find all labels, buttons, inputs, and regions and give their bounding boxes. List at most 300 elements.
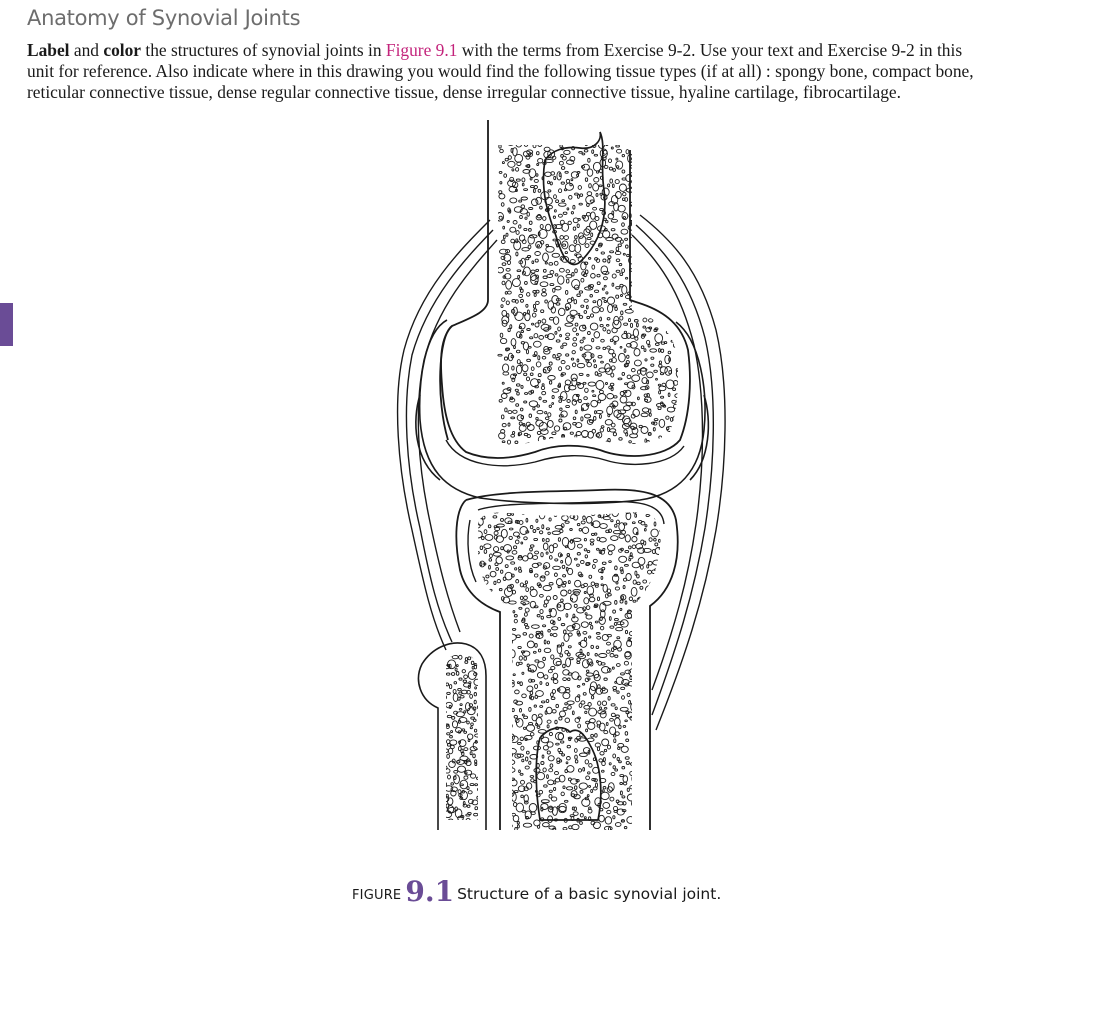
- trabecula-mark: [578, 724, 581, 728]
- trabecula-mark: [495, 563, 498, 566]
- trabecula-mark: [648, 570, 652, 574]
- trabecula-mark: [665, 440, 672, 444]
- trabecula-mark: [534, 294, 536, 297]
- trabecula-mark: [615, 566, 618, 570]
- trabecula-mark: [590, 221, 597, 229]
- trabecula-mark: [596, 410, 603, 413]
- trabecula-mark: [454, 682, 457, 684]
- trabecula-mark: [615, 524, 617, 527]
- trabecula-mark: [565, 252, 567, 254]
- trabecula-mark: [593, 559, 597, 562]
- trabecula-mark: [650, 231, 654, 235]
- trabecula-mark: [668, 189, 670, 193]
- trabecula-mark: [518, 646, 521, 648]
- trabecula-mark: [573, 417, 576, 420]
- trabecula-mark: [566, 338, 570, 340]
- trabecula-mark: [635, 648, 637, 651]
- trabecula-mark: [679, 174, 682, 177]
- trabecula-mark: [642, 691, 646, 693]
- trabecula-mark: [569, 245, 575, 252]
- trabecula-mark: [541, 762, 544, 765]
- trabecula-mark: [559, 419, 562, 422]
- trabecula-mark: [590, 539, 594, 542]
- trabecula-mark: [485, 612, 488, 615]
- trabecula-mark: [506, 814, 509, 818]
- trabecula-mark: [595, 217, 599, 221]
- trabecula-mark: [470, 752, 472, 755]
- trabecula-mark: [622, 286, 627, 295]
- trabecula-mark: [488, 702, 490, 706]
- trabecula-mark: [563, 581, 566, 584]
- trabecula-mark: [655, 517, 657, 520]
- trabecula-mark: [647, 241, 649, 245]
- trabecula-mark: [582, 527, 588, 533]
- trabecula-mark: [521, 746, 524, 750]
- trabecula-mark: [515, 441, 518, 444]
- trabecula-mark: [600, 524, 608, 529]
- trabecula-mark: [468, 657, 471, 660]
- trabecula-mark: [625, 732, 628, 736]
- trabecula-mark: [537, 245, 539, 247]
- trabecula-mark: [627, 611, 634, 618]
- trabecula-mark: [627, 817, 634, 824]
- trabecula-mark: [612, 667, 614, 669]
- trabecula-mark: [633, 528, 638, 535]
- trabecula-mark: [583, 768, 585, 772]
- trabecula-mark: [548, 816, 553, 823]
- trabecula-mark: [557, 605, 560, 608]
- trabecula-mark: [510, 177, 514, 181]
- trabecula-mark: [651, 285, 657, 288]
- trabecula-mark: [566, 658, 571, 667]
- trabecula-mark: [643, 205, 646, 209]
- trabecula-mark: [565, 142, 569, 144]
- trabecula-mark: [534, 334, 538, 338]
- trabecula-mark: [566, 279, 569, 283]
- trabecula-mark: [581, 438, 587, 442]
- upper-articular-cartilage: [446, 440, 684, 466]
- trabecula-mark: [579, 399, 582, 402]
- trabecula-mark: [602, 739, 609, 746]
- trabecula-mark: [661, 621, 665, 623]
- trabecula-mark: [535, 259, 538, 262]
- trabecula-mark: [635, 653, 639, 656]
- trabecula-mark: [652, 189, 656, 192]
- trabecula-mark: [592, 307, 599, 313]
- trabecula-mark: [553, 633, 557, 636]
- trabecula-mark: [503, 226, 505, 229]
- trabecula-mark: [659, 218, 667, 225]
- trabecula-mark: [572, 824, 579, 829]
- trabecula-mark: [563, 827, 567, 830]
- trabecula-mark: [609, 617, 611, 621]
- trabecula-mark: [641, 768, 644, 770]
- trabecula-mark: [575, 760, 578, 763]
- trabecula-mark: [547, 751, 550, 754]
- trabecula-mark: [642, 508, 646, 511]
- trabecula-mark: [562, 512, 565, 516]
- trabecula-mark: [502, 423, 506, 426]
- trabecula-mark: [560, 438, 567, 444]
- trabecula-mark: [575, 755, 578, 759]
- trabecula-mark: [543, 543, 548, 550]
- trabecula-mark: [651, 779, 654, 781]
- trabecula-mark: [508, 423, 510, 426]
- trabecula-mark: [493, 510, 497, 513]
- trabecula-mark: [563, 212, 567, 214]
- trabecula-mark: [585, 142, 587, 146]
- trabecula-mark: [626, 739, 629, 742]
- trabecula-mark: [671, 417, 673, 421]
- trabecula-mark: [633, 510, 636, 513]
- trabecula-mark: [607, 297, 614, 304]
- trabecula-mark: [553, 216, 555, 218]
- trabecula-mark: [650, 584, 653, 588]
- trabecula-mark: [550, 634, 552, 636]
- trabecula-mark: [540, 224, 543, 228]
- trabecula-mark: [558, 687, 565, 693]
- trabecula-mark: [585, 270, 588, 274]
- trabecula-mark: [568, 541, 575, 550]
- trabecula-mark: [561, 167, 564, 170]
- trabecula-mark: [549, 141, 553, 144]
- trabecula-mark: [543, 400, 547, 402]
- trabecula-mark: [585, 711, 587, 713]
- trabecula-mark: [516, 142, 521, 147]
- trabecula-mark: [619, 184, 626, 191]
- trabecula-mark: [532, 323, 534, 325]
- trabecula-mark: [676, 245, 684, 249]
- trabecula-mark: [561, 590, 567, 596]
- trabecula-mark: [573, 508, 575, 511]
- trabecula-mark: [596, 646, 599, 649]
- trabecula-mark: [583, 683, 585, 685]
- trabecula-mark: [552, 710, 556, 713]
- trabecula-mark: [475, 781, 478, 783]
- trabecula-mark: [524, 657, 527, 661]
- trabecula-mark: [536, 717, 542, 725]
- trabecula-mark: [549, 790, 552, 792]
- trabecula-mark: [620, 316, 623, 320]
- trabecula-mark: [561, 346, 563, 349]
- trabecula-mark: [677, 230, 680, 232]
- trabecula-mark: [607, 650, 611, 653]
- trabecula-mark: [501, 203, 504, 207]
- trabecula-mark: [541, 616, 543, 619]
- trabecula-mark: [489, 609, 493, 611]
- trabecula-mark: [584, 549, 587, 551]
- trabecula-mark: [547, 720, 551, 723]
- trabecula-mark: [516, 404, 519, 407]
- figure-reference-link[interactable]: Figure 9.1: [385, 40, 458, 60]
- trabecula-mark: [654, 731, 656, 733]
- trabecula-mark: [521, 331, 524, 333]
- trabecula-mark: [457, 760, 465, 765]
- trabecula-mark: [595, 290, 599, 292]
- trabecula-mark: [673, 169, 676, 173]
- trabecula-mark: [546, 159, 554, 162]
- trabecula-mark: [623, 192, 626, 195]
- trabecula-mark: [613, 530, 621, 533]
- caption-figure-number: 9.1: [405, 875, 455, 908]
- trabecula-mark: [623, 776, 628, 783]
- trabecula-mark: [523, 633, 527, 636]
- trabecula-mark: [640, 761, 643, 764]
- trabecula-mark: [503, 364, 509, 372]
- trabecula-mark: [594, 154, 597, 156]
- trabecula-mark: [559, 400, 562, 403]
- trabecula-mark: [671, 340, 675, 342]
- trabecula-mark: [448, 748, 452, 754]
- trabecula-mark: [530, 589, 537, 596]
- trabecula-mark: [481, 711, 484, 714]
- trabecula-mark: [513, 532, 519, 536]
- trabecula-mark: [635, 750, 639, 753]
- trabecula-mark: [607, 810, 611, 813]
- trabecula-mark: [530, 545, 534, 547]
- trabecula-mark: [510, 724, 512, 727]
- trabecula-mark: [616, 247, 619, 251]
- trabecula-mark: [543, 625, 546, 627]
- trabecula-mark: [484, 580, 488, 584]
- trabecula-mark: [555, 210, 557, 212]
- trabecula-mark: [506, 281, 512, 290]
- trabecula-mark: [537, 528, 539, 530]
- trabecula-mark: [501, 786, 504, 790]
- trabecula-mark: [571, 141, 575, 144]
- trabecula-mark: [468, 734, 473, 739]
- trabecula-mark: [639, 818, 642, 822]
- trabecula-mark: [455, 668, 457, 671]
- trabecula-mark: [533, 144, 536, 148]
- trabecula-mark: [530, 373, 533, 376]
- trabecula-mark: [658, 221, 661, 225]
- trabecula-mark: [653, 744, 655, 747]
- trabecula-mark: [640, 199, 643, 202]
- trabecula-mark: [581, 622, 588, 628]
- trabecula-mark: [535, 551, 539, 554]
- trabecula-mark: [496, 644, 499, 646]
- trabecula-mark: [618, 205, 625, 212]
- trabecula-mark: [474, 729, 476, 732]
- trabecula-mark: [544, 600, 548, 604]
- trabecula-mark: [593, 207, 597, 210]
- trabecula-mark: [608, 551, 612, 555]
- trabecula-mark: [497, 511, 499, 513]
- trabecula-mark: [643, 616, 647, 618]
- trabecula-mark: [491, 774, 494, 776]
- trabecula-mark: [545, 300, 548, 303]
- trabecula-mark: [620, 600, 623, 603]
- trabecula-mark: [658, 612, 660, 615]
- trabecula-mark: [672, 158, 678, 162]
- trabecula-mark: [556, 200, 559, 203]
- trabecula-mark: [679, 172, 681, 175]
- trabecula-mark: [657, 171, 661, 175]
- trabecula-mark: [662, 595, 664, 598]
- trabecula-mark: [507, 440, 510, 444]
- trabecula-mark: [513, 410, 517, 413]
- trabecula-mark: [552, 689, 555, 693]
- trabecula-mark: [651, 529, 658, 537]
- trabecula-mark: [661, 280, 665, 283]
- trabecula-mark: [624, 323, 628, 325]
- trabecula-mark: [601, 361, 604, 363]
- trabecula-mark: [477, 713, 481, 716]
- trabecula-mark: [537, 152, 540, 155]
- trabecula-mark: [477, 552, 479, 554]
- trabecula-mark: [520, 773, 523, 775]
- trabecula-mark: [612, 353, 615, 357]
- trabecula-mark: [459, 708, 462, 710]
- trabecula-mark: [453, 693, 458, 701]
- trabecula-mark: [677, 399, 679, 403]
- trabecula-mark: [614, 640, 622, 648]
- trabecula-mark: [600, 324, 603, 326]
- trabecula-mark: [599, 654, 607, 658]
- trabecula-mark: [508, 161, 515, 167]
- trabecula-mark: [478, 788, 480, 790]
- trabecula-mark: [597, 171, 599, 173]
- trabecula-mark: [517, 822, 519, 825]
- trabecula-mark: [584, 598, 589, 604]
- trabecula-mark: [661, 808, 669, 813]
- trabecula-mark: [644, 629, 647, 631]
- trabecula-mark: [452, 721, 457, 728]
- trabecula-mark: [489, 565, 491, 569]
- trabecula-mark: [672, 295, 674, 298]
- trabecula-mark: [513, 448, 516, 451]
- trabecula-mark: [674, 280, 676, 283]
- trabecula-mark: [622, 767, 625, 769]
- trabecula-mark: [626, 245, 629, 248]
- trabecula-mark: [542, 538, 544, 541]
- trabecula-mark: [509, 825, 513, 828]
- trabecula-mark: [547, 274, 553, 277]
- trabecula-mark: [648, 175, 656, 184]
- trabecula-mark: [527, 293, 530, 297]
- trabecula-mark: [655, 548, 662, 555]
- trabecula-mark: [643, 287, 646, 289]
- trabecula-mark: [566, 762, 568, 764]
- trabecula-mark: [530, 733, 534, 736]
- trabecula-mark: [634, 724, 637, 728]
- trabecula-mark: [623, 782, 626, 785]
- trabecula-mark: [553, 596, 557, 600]
- trabecula-mark: [610, 626, 614, 628]
- trabecula-mark: [527, 256, 530, 258]
- trabecula-mark: [638, 397, 640, 400]
- trabecula-mark: [525, 766, 529, 769]
- trabecula-mark: [577, 564, 580, 566]
- trabecula-mark: [563, 575, 566, 577]
- trabecula-mark: [636, 733, 643, 742]
- trabecula-mark: [448, 807, 455, 812]
- trabecula-mark: [554, 787, 556, 790]
- trabecula-mark: [494, 531, 498, 535]
- trabecula-mark: [542, 356, 546, 359]
- trabecula-mark: [660, 768, 663, 770]
- trabecula-mark: [608, 256, 611, 259]
- trabecula-mark: [665, 290, 667, 293]
- trabecula-mark: [565, 557, 571, 566]
- trabecula-mark: [680, 355, 683, 358]
- trabecula-mark: [591, 400, 598, 407]
- trabecula-mark: [520, 709, 522, 713]
- trabecula-mark: [471, 661, 474, 664]
- trabecula-mark: [520, 215, 523, 218]
- trabecula-mark: [655, 611, 657, 614]
- trabecula-mark: [501, 704, 503, 708]
- trabecula-mark: [647, 164, 651, 167]
- trabecula-mark: [621, 673, 625, 675]
- trabecula-mark: [532, 670, 534, 672]
- trabecula-mark: [568, 678, 571, 681]
- trabecula-mark: [644, 780, 646, 784]
- trabecula-mark: [516, 580, 519, 583]
- trabecula-mark: [558, 276, 564, 284]
- trabecula-mark: [460, 704, 462, 706]
- trabecula-mark: [669, 330, 677, 335]
- trabecula-mark: [530, 337, 533, 339]
- trabecula-mark: [636, 682, 643, 686]
- trabecula-mark: [652, 570, 657, 574]
- trabecula-mark: [665, 355, 670, 363]
- trabecula-mark: [444, 749, 448, 753]
- trabecula-mark: [577, 174, 579, 176]
- trabecula-mark: [540, 706, 543, 708]
- trabecula-mark: [522, 512, 524, 515]
- trabecula-mark: [599, 185, 602, 187]
- trabecula-mark: [611, 520, 613, 522]
- trabecula-mark: [615, 307, 618, 310]
- trabecula-mark: [537, 410, 543, 413]
- trabecula-mark: [616, 270, 620, 272]
- trabecula-mark: [521, 795, 524, 798]
- trabecula-mark: [486, 575, 489, 578]
- trabecula-mark: [450, 736, 453, 738]
- trabecula-mark: [648, 310, 651, 314]
- trabecula-mark: [519, 200, 522, 202]
- trabecula-mark: [646, 788, 650, 792]
- trabecula-mark: [490, 720, 493, 722]
- trabecula-mark: [489, 559, 492, 562]
- trabecula-mark: [514, 615, 517, 618]
- trabecula-mark: [576, 432, 581, 436]
- trabecula-mark: [471, 723, 474, 726]
- trabecula-mark: [588, 772, 591, 774]
- trabecula-mark: [527, 212, 529, 216]
- trabecula-mark: [524, 613, 527, 617]
- trabecula-mark: [493, 723, 497, 727]
- trabecula-mark: [645, 682, 648, 685]
- trabecula-mark: [632, 562, 640, 568]
- trabecula-mark: [502, 263, 506, 266]
- trabecula-mark: [648, 596, 652, 598]
- trabecula-mark: [538, 374, 541, 377]
- trabecula-mark: [609, 763, 611, 765]
- trabecula-mark: [571, 539, 573, 543]
- trabecula-mark: [571, 212, 573, 214]
- trabecula-mark: [475, 763, 477, 766]
- trabecula-mark: [483, 511, 486, 513]
- trabecula-mark: [509, 601, 517, 604]
- trabecula-mark: [552, 253, 559, 257]
- trabecula-mark: [583, 337, 585, 339]
- trabecula-mark: [609, 561, 612, 563]
- trabecula-mark: [611, 373, 614, 377]
- trabecula-mark: [540, 206, 543, 209]
